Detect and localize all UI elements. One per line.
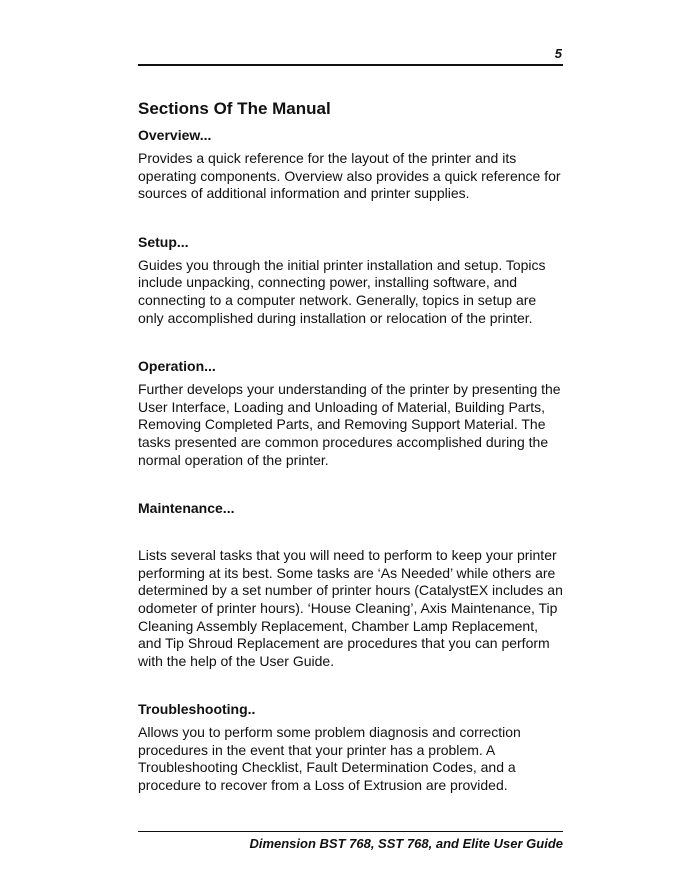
- section-title-setup: Setup...: [138, 233, 189, 250]
- header-rule: [138, 64, 563, 66]
- section-title-overview: Overview...: [138, 127, 212, 143]
- section-setup: [138, 233, 563, 327]
- section-maintenance: [138, 499, 563, 670]
- section-title-operation: Operation...: [138, 358, 216, 375]
- section-body-troubleshooting: Allows you to perform some problem diagnosis and correction procedures in the event that your printer has a problem. A Troubleshooting Checklist, Fault Determination Codes, and a procedure to recover from a Loss of Extrusion are provided.: [138, 724, 521, 794]
- section-operation: [138, 357, 563, 469]
- section-body-overview: Provides a quick reference for the layout of the printer and its operating components. Overview also provides a quick reference for sources of additional information and printer supplies.: [138, 150, 561, 202]
- section-title-troubleshooting: Troubleshooting..: [138, 701, 256, 718]
- section-body-setup: Guides you through the initial printer installation and setup. Topics include unpacking, connecting power, installing software, and connecting to a computer network. Generally, topics in setup are only accomplished during installation or relocation of the printer.: [138, 256, 546, 326]
- section-body-maintenance: Lists several tasks that you will need to perform to keep your printer performing at its best. Some tasks are ‘As Needed’ while others are determined by a set number of printer hours (CatalystEX includes an odometer of printer hours). ‘House Cleaning’, Axis Maintenance, Tip Cleaning Assembly Replacement, Chamber Lamp Replacement, and Tip Shroud Replacement are procedures that you can perform with the help of the User Guide.: [138, 547, 563, 669]
- section-body-operation: Further develops your understanding of the printer by presenting the User Interface, Loading and Unloading of Material, Building Parts, Removing Completed Parts, and Removing Support Material. The tasks presented are common procedures accomplished during the normal operation of the printer.: [138, 381, 561, 468]
- section-overview: [138, 126, 563, 203]
- page-content: [138, 98, 563, 795]
- page-heading: Sections Of The Manual: [138, 99, 331, 118]
- section-troubleshooting: [138, 700, 563, 794]
- footer-title: Dimension BST 768, SST 768, and Elite User Guide: [249, 836, 563, 851]
- page-number: 5: [554, 46, 562, 61]
- section-title-maintenance: Maintenance...: [138, 500, 235, 517]
- footer-rule: [138, 831, 563, 832]
